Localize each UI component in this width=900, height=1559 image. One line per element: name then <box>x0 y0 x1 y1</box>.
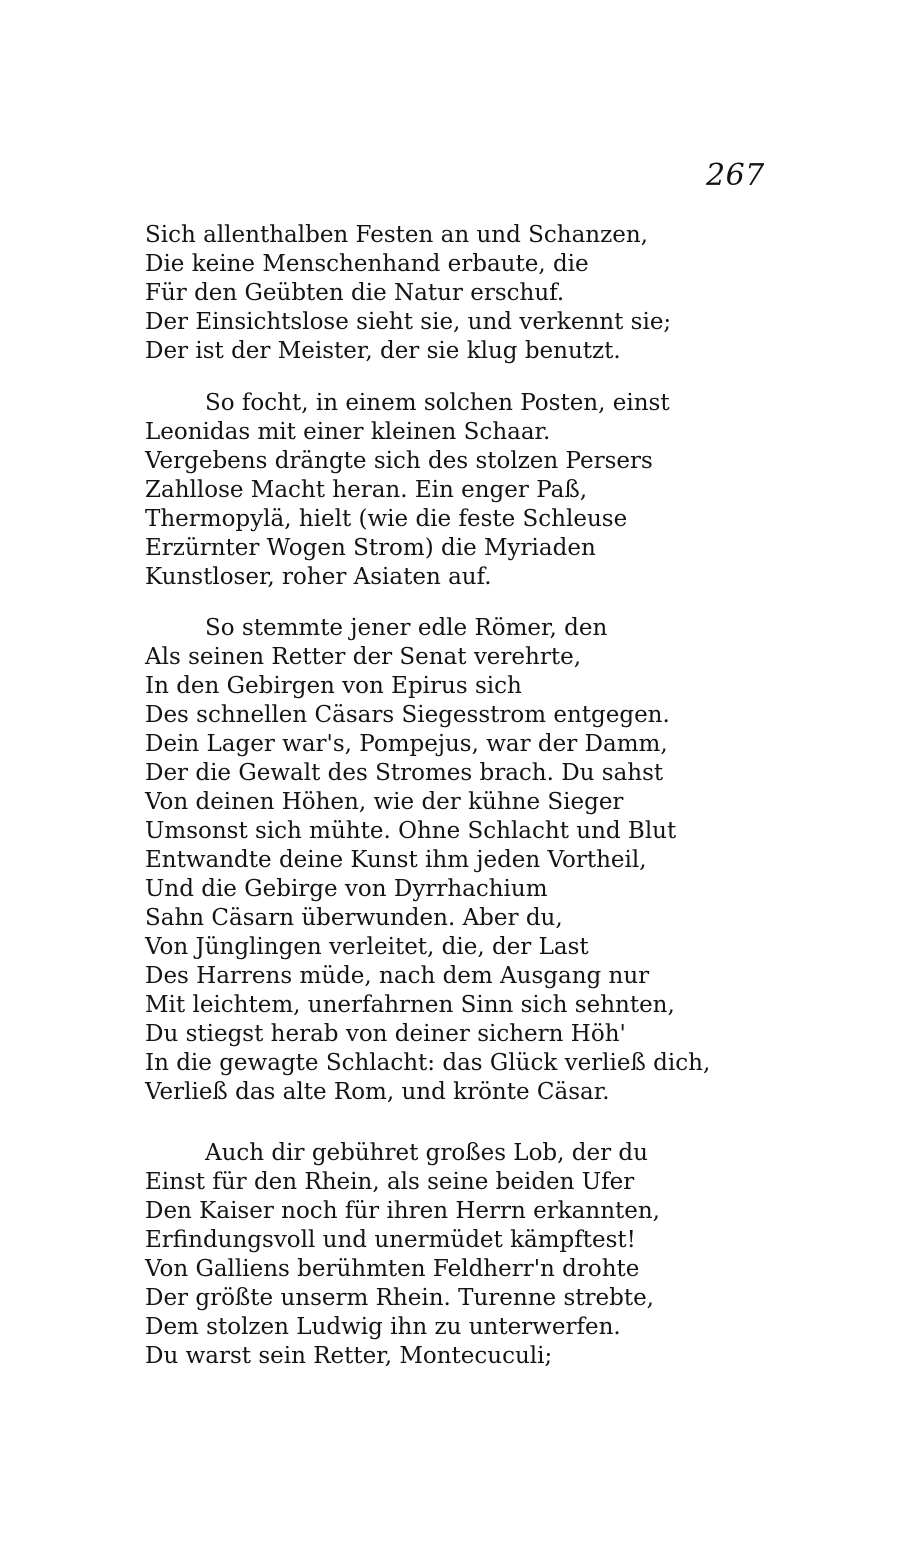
stanza <box>145 221 755 366</box>
verse-line: Der größte unserm Rhein. Turenne strebte, <box>145 1285 654 1311</box>
verse-line: Einst für den Rhein, als seine beiden Ufer <box>145 1169 635 1195</box>
verse-line: Kunstloser, roher Asiaten auf. <box>145 564 492 590</box>
verse-line: Des Harrens müde, nach dem Ausgang nur <box>145 963 650 989</box>
verse-line: Vergebens drängte sich des stolzen Persers <box>145 448 653 474</box>
page-number: 267 <box>706 158 765 193</box>
verse-line: Der die Gewalt des Stromes brach. Du sahst <box>145 760 664 786</box>
verse-line: Die keine Menschenhand erbaute, die <box>145 251 589 277</box>
verse-line: Dein Lager war's, Pompejus, war der Damm, <box>145 731 668 757</box>
verse-line: Sich allenthalben Festen an und Schanzen, <box>145 222 648 248</box>
verse-line: Entwandte deine Kunst ihm jeden Vortheil, <box>145 847 647 873</box>
verse-line: Für den Geübten die Natur erschuf. <box>145 280 565 306</box>
verse-line: In die gewagte Schlacht: das Glück verließ dich, <box>145 1050 711 1076</box>
verse-line: In den Gebirgen von Epirus sich <box>145 673 522 699</box>
verse-line: Verließ das alte Rom, und krönte Cäsar. <box>145 1079 610 1105</box>
verse-line: Zahllose Macht heran. Ein enger Paß, <box>145 477 588 503</box>
verse-line: Erfindungsvoll und unermüdet kämpftest! <box>145 1227 636 1253</box>
verse-line: Leonidas mit einer kleinen Schaar. <box>145 419 551 445</box>
verse-line: Als seinen Retter der Senat verehrte, <box>145 644 582 670</box>
verse-line: Du stiegst herab von deiner sichern Höh' <box>145 1021 626 1047</box>
verse-line: So focht, in einem solchen Posten, einst <box>205 390 670 416</box>
verse-line: Dem stolzen Ludwig ihn zu unterwerfen. <box>145 1314 621 1340</box>
stanza <box>145 1139 755 1371</box>
verse-line: Von Galliens berühmten Feldherr'n drohte <box>145 1256 640 1282</box>
verse-line: Thermopylä, hielt (wie die feste Schleuse <box>145 506 628 532</box>
verse-line: Und die Gebirge von Dyrrhachium <box>145 876 548 902</box>
verse-line: Du warst sein Retter, Montecuculi; <box>145 1343 553 1369</box>
verse-line: Auch dir gebühret großes Lob, der du <box>205 1140 648 1166</box>
verse-line: Mit leichtem, unerfahrnen Sinn sich sehnten, <box>145 992 675 1018</box>
stanza <box>145 389 755 592</box>
verse-line: Von Jünglingen verleitet, die, der Last <box>145 934 589 960</box>
verse-line: So stemmte jener edle Römer, den <box>205 615 608 641</box>
verse-line: Der Einsichtslose sieht sie, und verkennt sie; <box>145 309 672 335</box>
verse-line: Den Kaiser noch für ihren Herrn erkannten, <box>145 1198 660 1224</box>
verse-line: Erzürnter Wogen Strom) die Myriaden <box>145 535 596 561</box>
verse-line: Des schnellen Cäsars Siegesstrom entgegen. <box>145 702 670 728</box>
verse-line: Sahn Cäsarn überwunden. Aber du, <box>145 905 563 931</box>
verse-line: Von deinen Höhen, wie der kühne Sieger <box>145 789 624 815</box>
stanza <box>145 614 755 1107</box>
verse-line: Der ist der Meister, der sie klug benutzt. <box>145 338 621 364</box>
verse-line: Umsonst sich mühte. Ohne Schlacht und Blut <box>145 818 677 844</box>
